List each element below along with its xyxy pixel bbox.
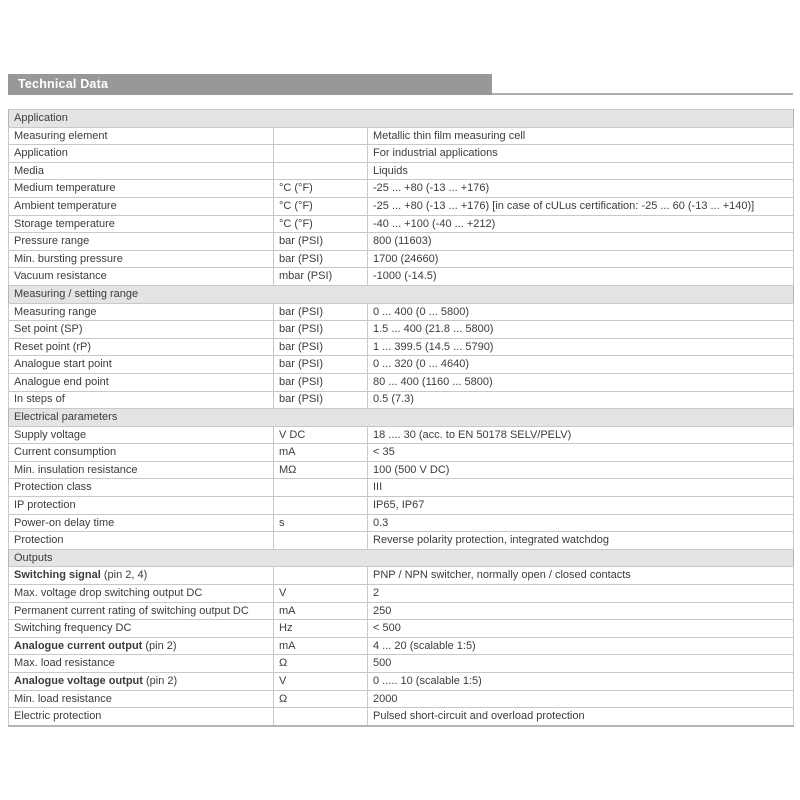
value-cell: 0.3: [368, 514, 794, 532]
table-row: [9, 356, 794, 374]
unit-cell: bar (PSI): [274, 373, 368, 391]
value-cell: 80 ... 400 (1160 ... 5800): [368, 373, 794, 391]
unit-cell: Ω: [274, 690, 368, 708]
unit-cell: mbar (PSI): [274, 268, 368, 286]
unit-cell: [274, 127, 368, 145]
section-header-row: [9, 409, 794, 427]
table-row: [9, 250, 794, 268]
section-title: Outputs: [9, 549, 794, 567]
unit-cell: °C (°F): [274, 197, 368, 215]
parameter-cell: Set point (SP): [9, 321, 274, 339]
parameter-cell: Measuring element: [9, 127, 274, 145]
parameter-cell: Switching frequency DC: [9, 620, 274, 638]
value-cell: 2: [368, 585, 794, 603]
table-row: [9, 637, 794, 655]
unit-cell: Ω: [274, 655, 368, 673]
unit-cell: °C (°F): [274, 180, 368, 198]
table-row: [9, 338, 794, 356]
unit-cell: °C (°F): [274, 215, 368, 233]
section-header-row: [9, 285, 794, 303]
table-row: [9, 233, 794, 251]
table-row: [9, 127, 794, 145]
parameter-cell: Vacuum resistance: [9, 268, 274, 286]
unit-cell: Hz: [274, 620, 368, 638]
parameter-cell: Min. bursting pressure: [9, 250, 274, 268]
value-cell: 800 (11603): [368, 233, 794, 251]
parameter-cell: Power-on delay time: [9, 514, 274, 532]
section-title: Application: [9, 110, 794, 128]
table-row: [9, 708, 794, 726]
value-cell: Metallic thin film measuring cell: [368, 127, 794, 145]
value-cell: 0 ... 320 (0 ... 4640): [368, 356, 794, 374]
unit-cell: bar (PSI): [274, 233, 368, 251]
value-cell: Reverse polarity protection, integrated watchdog: [368, 532, 794, 550]
unit-cell: bar (PSI): [274, 250, 368, 268]
table-row: [9, 497, 794, 515]
parameter-cell: Supply voltage: [9, 426, 274, 444]
parameter-cell: Min. load resistance: [9, 690, 274, 708]
table-row: [9, 602, 794, 620]
table-row: [9, 321, 794, 339]
unit-cell: bar (PSI): [274, 321, 368, 339]
unit-cell: mA: [274, 602, 368, 620]
parameter-cell: Current consumption: [9, 444, 274, 462]
value-cell: 1700 (24660): [368, 250, 794, 268]
parameter-cell: Min. insulation resistance: [9, 461, 274, 479]
table-row: [9, 620, 794, 638]
value-cell: 0 ... 400 (0 ... 5800): [368, 303, 794, 321]
value-cell: < 35: [368, 444, 794, 462]
unit-cell: V: [274, 673, 368, 691]
page-title-bar: [8, 74, 492, 95]
value-cell: -25 ... +80 (-13 ... +176): [368, 180, 794, 198]
table-row: [9, 567, 794, 585]
table-row: [9, 303, 794, 321]
table-row: [9, 461, 794, 479]
parameter-bold-label: Analogue voltage output: [14, 674, 143, 687]
table-row: [9, 655, 794, 673]
value-cell: 1 ... 399.5 (14.5 ... 5790): [368, 338, 794, 356]
table-row: [9, 479, 794, 497]
unit-cell: V DC: [274, 426, 368, 444]
table-row: [9, 162, 794, 180]
value-cell: For industrial applications: [368, 145, 794, 163]
parameter-cell: Storage temperature: [9, 215, 274, 233]
value-cell: -1000 (-14.5): [368, 268, 794, 286]
table-row: [9, 426, 794, 444]
parameter-cell: Analogue current output (pin 2): [9, 637, 274, 655]
parameter-cell: In steps of: [9, 391, 274, 409]
unit-cell: [274, 567, 368, 585]
table-row: [9, 180, 794, 198]
value-cell: 1.5 ... 400 (21.8 ... 5800): [368, 321, 794, 339]
parameter-cell: Reset point (rP): [9, 338, 274, 356]
value-cell: Pulsed short-circuit and overload protection: [368, 708, 794, 726]
table-row: [9, 585, 794, 603]
parameter-cell: Electric protection: [9, 708, 274, 726]
unit-cell: mA: [274, 637, 368, 655]
value-cell: III: [368, 479, 794, 497]
unit-cell: [274, 497, 368, 515]
spec-table-body: [9, 110, 794, 726]
unit-cell: MΩ: [274, 461, 368, 479]
unit-cell: V: [274, 585, 368, 603]
value-cell: -40 ... +100 (-40 ... +212): [368, 215, 794, 233]
value-cell: 18 .... 30 (acc. to EN 50178 SELV/PELV): [368, 426, 794, 444]
value-cell: 4 ... 20 (scalable 1:5): [368, 637, 794, 655]
table-row: [9, 532, 794, 550]
value-cell: IP65, IP67: [368, 497, 794, 515]
parameter-cell: Ambient temperature: [9, 197, 274, 215]
table-row: [9, 673, 794, 691]
table-row: [9, 268, 794, 286]
value-cell: 2000: [368, 690, 794, 708]
unit-cell: bar (PSI): [274, 303, 368, 321]
parameter-cell: Analogue start point: [9, 356, 274, 374]
section-title: Electrical parameters: [9, 409, 794, 427]
parameter-bold-label: Switching signal: [14, 569, 101, 582]
parameter-cell: Max. load resistance: [9, 655, 274, 673]
value-cell: PNP / NPN switcher, normally open / closed contacts: [368, 567, 794, 585]
parameter-cell: Measuring range: [9, 303, 274, 321]
parameter-bold-label: Analogue current output: [14, 639, 143, 652]
table-row: [9, 444, 794, 462]
unit-cell: [274, 162, 368, 180]
value-cell: 250: [368, 602, 794, 620]
parameter-cell: Protection: [9, 532, 274, 550]
parameter-cell: Permanent current rating of switching output DC: [9, 602, 274, 620]
parameter-cell: Media: [9, 162, 274, 180]
section-header-row: [9, 110, 794, 128]
table-row: [9, 197, 794, 215]
unit-cell: [274, 708, 368, 726]
value-cell: -25 ... +80 (-13 ... +176) [in case of cULus certification: -25 ... 60 (-13 ... +140)]: [368, 197, 794, 215]
value-cell: 100 (500 V DC): [368, 461, 794, 479]
parameter-cell: Switching signal (pin 2, 4): [9, 567, 274, 585]
parameter-cell: Protection class: [9, 479, 274, 497]
table-row: [9, 373, 794, 391]
unit-cell: [274, 532, 368, 550]
value-cell: Liquids: [368, 162, 794, 180]
table-row: [9, 391, 794, 409]
parameter-cell: Analogue end point: [9, 373, 274, 391]
page-title: Technical Data: [18, 77, 109, 91]
technical-data-table: [8, 109, 794, 727]
parameter-cell: Analogue voltage output (pin 2): [9, 673, 274, 691]
unit-cell: [274, 479, 368, 497]
title-rule-line: [492, 93, 793, 95]
parameter-cell: Medium temperature: [9, 180, 274, 198]
parameter-cell: Application: [9, 145, 274, 163]
value-cell: 0 ..... 10 (scalable 1:5): [368, 673, 794, 691]
unit-cell: bar (PSI): [274, 391, 368, 409]
parameter-cell: Pressure range: [9, 233, 274, 251]
unit-cell: s: [274, 514, 368, 532]
section-title: Measuring / setting range: [9, 285, 794, 303]
unit-cell: [274, 145, 368, 163]
parameter-cell: Max. voltage drop switching output DC: [9, 585, 274, 603]
unit-cell: mA: [274, 444, 368, 462]
section-header-row: [9, 549, 794, 567]
parameter-cell: IP protection: [9, 497, 274, 515]
value-cell: < 500: [368, 620, 794, 638]
table-row: [9, 690, 794, 708]
value-cell: 500: [368, 655, 794, 673]
unit-cell: bar (PSI): [274, 356, 368, 374]
table-row: [9, 514, 794, 532]
value-cell: 0.5 (7.3): [368, 391, 794, 409]
table-row: [9, 145, 794, 163]
unit-cell: bar (PSI): [274, 338, 368, 356]
table-row: [9, 215, 794, 233]
